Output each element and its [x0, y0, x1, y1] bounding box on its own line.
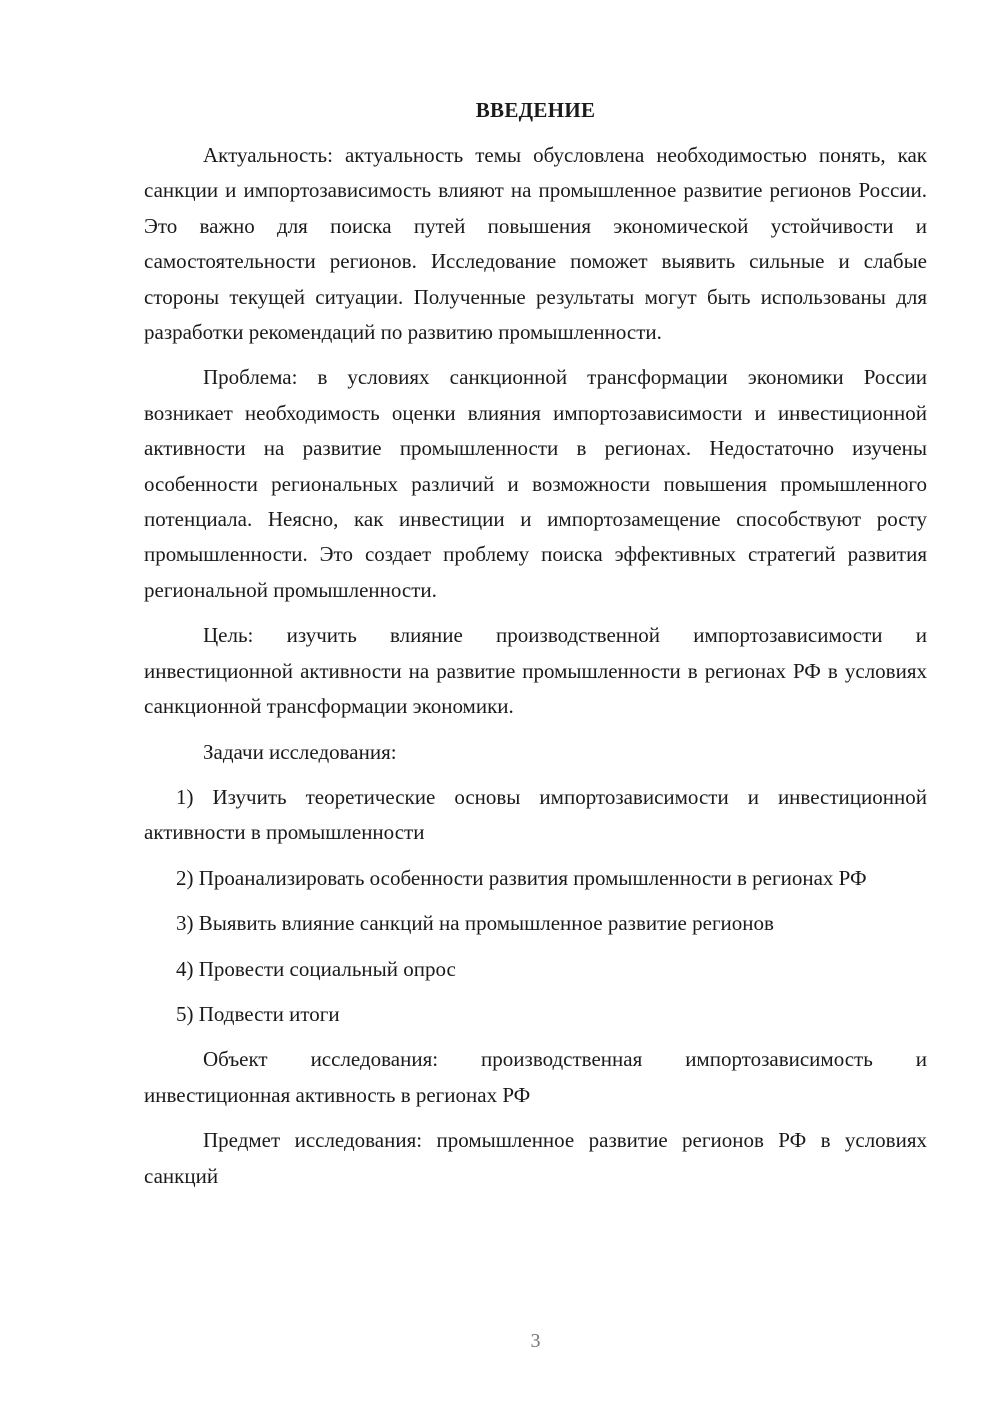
- task-item-5: 5) Подвести итоги: [176, 1001, 340, 1026]
- task-item-3: 3) Выявить влияние санкций на промышленное развитие регионов: [176, 911, 774, 936]
- tasks-heading: Задачи исследования:: [203, 739, 397, 764]
- document-title: ВВЕДЕНИЕ: [475, 98, 596, 122]
- task-item-1: 1) Изучить теоретические основы импортозависимости и инвестиционной активности в промышленности: [144, 784, 927, 845]
- task-item-2: 2) Проанализировать особенности развития промышленности в регионах РФ: [176, 865, 867, 890]
- goal-paragraph: Цель: изучить влияние производственной импортозависимости и инвестиционной активности на развитие промышленности в регионах РФ в условиях санкционной трансформации экономики.: [144, 623, 927, 719]
- problem-paragraph: Проблема: в условиях санкционной трансформации экономики России возникает необходимость оценки влияния импортозависимости и инвестиционной активности на развитие промышленности в регионах. Недостаточно изучены особенности региональных различий и возможности повышения промышленного потенциала. Неясно, как инвестиции и импортозамещение способствуют росту промышленности. Это создает проблему поиска эффективных стратегий развития региональной промышленности.: [144, 365, 927, 602]
- document-page: [144, 92, 927, 1204]
- object-paragraph: Объект исследования: производственная импортозависимость и инвестиционная активность в регионах РФ: [144, 1047, 927, 1107]
- tasks-list: [144, 780, 927, 1032]
- subject-paragraph: Предмет исследования: промышленное развитие регионов РФ в условиях санкций: [144, 1128, 927, 1188]
- task-item-4: 4) Провести социальный опрос: [176, 956, 456, 981]
- relevance-paragraph: Актуальность: актуальность темы обусловлена необходимостью понять, как санкции и импортозависимость влияют на промышленное развитие регионов России. Это важно для поиска путей повышения экономической устойчивости и самостоятельности регионов. Исследование поможет выявить сильные и слабые стороны текущей ситуации. Полученные результаты могут быть использованы для разработки рекомендаций по развитию промышленности.: [144, 143, 927, 345]
- page-number: 3: [530, 1330, 541, 1352]
